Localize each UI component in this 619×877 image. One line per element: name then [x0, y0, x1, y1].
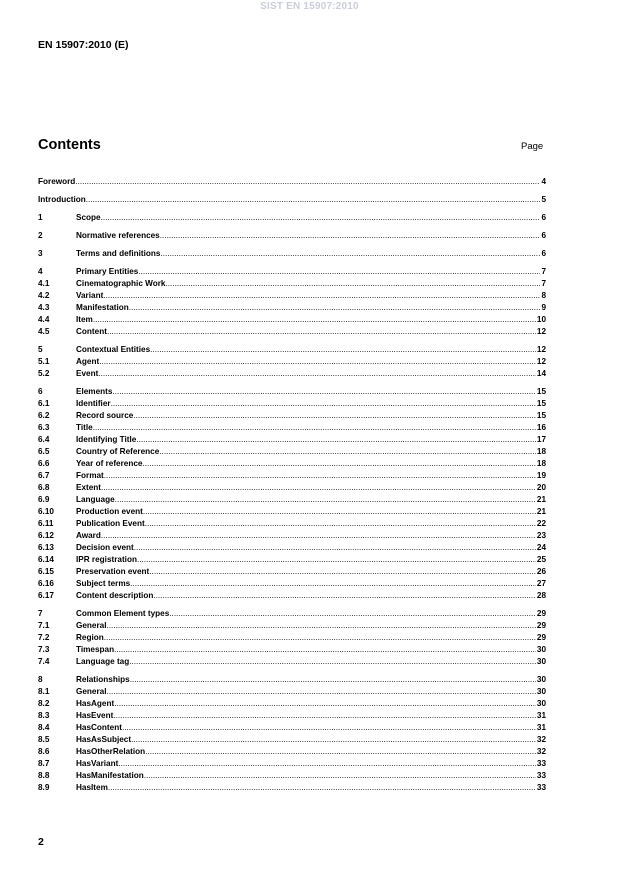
toc-entry-number: 6 [38, 387, 43, 396]
toc-entry-page: 33 [536, 759, 546, 768]
toc-entry-page: 10 [536, 315, 546, 324]
toc-entry[interactable] [38, 698, 546, 710]
toc-entry-number: 6.6 [38, 459, 50, 468]
toc-leader-dots [143, 506, 536, 518]
toc-entry-title: Preservation event [76, 567, 150, 576]
toc-leader-dots [103, 290, 540, 302]
toc-entry-page: 30 [536, 675, 546, 684]
toc-entry-title: HasAsSubject [76, 735, 132, 744]
toc-entry[interactable] [38, 194, 546, 206]
toc-entry-title: Award [76, 531, 101, 540]
toc-entry-page: 6 [541, 213, 546, 222]
toc-entry-number: 6.3 [38, 423, 50, 432]
toc-entry-page: 7 [541, 267, 546, 276]
toc-entry[interactable] [38, 266, 546, 278]
toc-entry-title: Format [76, 471, 104, 480]
toc-entry-page: 29 [536, 609, 546, 618]
toc-entry-number: 4.5 [38, 327, 50, 336]
toc-leader-dots [153, 590, 536, 602]
toc-leader-dots [136, 434, 536, 446]
toc-entry-page: 29 [536, 633, 546, 642]
toc-entry-title: Event [76, 369, 99, 378]
toc-entry-page: 5 [541, 195, 546, 204]
toc-entry[interactable] [38, 212, 546, 224]
toc-entry-title: Primary Entities [76, 267, 139, 276]
toc-entry-page: 31 [536, 723, 546, 732]
toc-leader-dots [130, 674, 536, 686]
toc-entry-number: 8.8 [38, 771, 50, 780]
toc-entry-number: 6.5 [38, 447, 50, 456]
toc-entry-page: 30 [536, 645, 546, 654]
toc-entry-title: Production event [76, 507, 143, 516]
toc-entry-title: Common Element types [76, 609, 170, 618]
toc-entry-title: Timespan [76, 645, 115, 654]
toc-leader-dots [107, 686, 536, 698]
toc-entry-number: 6.4 [38, 435, 50, 444]
toc-entry[interactable] [38, 344, 546, 356]
toc-leader-dots [160, 248, 540, 260]
toc-entry-title: Extent [76, 483, 102, 492]
toc-entry[interactable] [38, 248, 546, 260]
toc-leader-dots [114, 698, 536, 710]
toc-entry-page: 12 [536, 345, 546, 354]
toc-leader-dots [107, 326, 536, 338]
toc-entry-number: 7.4 [38, 657, 50, 666]
page-number: 2 [38, 836, 44, 848]
toc-entry-title: HasEvent [76, 711, 114, 720]
toc-entry-number: 3 [38, 249, 43, 258]
toc-leader-dots [101, 530, 536, 542]
toc-entry-page: 8 [541, 291, 546, 300]
toc-entry-number: 7.3 [38, 645, 50, 654]
toc-entry-title: Decision event [76, 543, 134, 552]
toc-entry-number: 7 [38, 609, 43, 618]
toc-entry[interactable] [38, 530, 546, 542]
toc-leader-dots [108, 782, 536, 794]
toc-entry-page: 17 [536, 435, 546, 444]
toc-leader-dots [113, 710, 536, 722]
toc-entry-title: Cinematographic Work [76, 279, 166, 288]
toc-leader-dots [98, 368, 536, 380]
toc-entry-number: 5 [38, 345, 43, 354]
toc-leader-dots [134, 542, 536, 554]
toc-entry-page: 22 [536, 519, 546, 528]
toc-leader-dots [104, 632, 536, 644]
toc-entry[interactable] [38, 674, 546, 686]
toc-entry[interactable] [38, 458, 546, 470]
toc-entry-title: Region [76, 633, 104, 642]
toc-entry-page: 29 [536, 621, 546, 630]
toc-leader-dots [160, 230, 541, 242]
toc-leader-dots [138, 266, 540, 278]
toc-entry[interactable] [38, 278, 546, 290]
toc-entry-page: 25 [536, 555, 546, 564]
toc-entry-title: Terms and definitions [76, 249, 161, 258]
toc-entry-number: 6.7 [38, 471, 50, 480]
toc-entry-page: 18 [536, 459, 546, 468]
toc-entry-number: 6.17 [38, 591, 54, 600]
toc-entry-page: 16 [536, 423, 546, 432]
toc-entry[interactable] [38, 770, 546, 782]
toc-entry[interactable] [38, 686, 546, 698]
toc-entry-title: Identifying Title [76, 435, 137, 444]
toc-entry-title: HasManifestation [76, 771, 144, 780]
toc-leader-dots [149, 566, 536, 578]
toc-entry-number: 8 [38, 675, 43, 684]
toc-entry[interactable] [38, 518, 546, 530]
toc-entry-page: 14 [536, 369, 546, 378]
toc-entry-title: Content [76, 327, 107, 336]
toc-entry[interactable] [38, 782, 546, 794]
toc-entry[interactable] [38, 608, 546, 620]
toc-entry-number: 6.13 [38, 543, 54, 552]
toc-entry-title: Language [76, 495, 115, 504]
toc-entry-number: 2 [38, 231, 43, 240]
toc-leader-dots [137, 554, 536, 566]
toc-entry-number: 8.2 [38, 699, 50, 708]
toc-entry-number: 8.1 [38, 687, 50, 696]
toc-entry-page: 32 [536, 747, 546, 756]
toc-leader-dots [145, 746, 536, 758]
toc-entry[interactable] [38, 470, 546, 482]
toc-entry-page: 6 [541, 249, 546, 258]
toc-leader-dots [93, 422, 536, 434]
toc-entry[interactable] [38, 434, 546, 446]
toc-entry[interactable] [38, 356, 546, 368]
toc-leader-dots [75, 176, 540, 188]
toc-entry-number: 7.1 [38, 621, 50, 630]
toc-entry-page: 21 [536, 507, 546, 516]
toc-entry-title: HasOtherRelation [76, 747, 146, 756]
toc-entry-number: 4.1 [38, 279, 50, 288]
toc-leader-dots [169, 608, 536, 620]
toc-entry[interactable] [38, 326, 546, 338]
toc-entry-title: IPR registration [76, 555, 137, 564]
toc-entry-page: 15 [536, 411, 546, 420]
toc-entry-page: 12 [536, 327, 546, 336]
toc-entry-title: Normative references [76, 231, 160, 240]
toc-entry[interactable] [38, 656, 546, 668]
toc-leader-dots [93, 314, 536, 326]
toc-leader-dots [86, 194, 541, 206]
toc-entry-title: HasVariant [76, 759, 119, 768]
toc-entry[interactable] [38, 422, 546, 434]
toc-entry[interactable] [38, 542, 546, 554]
toc-entry-number: 6.16 [38, 579, 54, 588]
toc-entry-page: 30 [536, 687, 546, 696]
toc-entry-title: Identifier [76, 399, 111, 408]
toc-entry[interactable] [38, 230, 546, 242]
toc-leader-dots [165, 278, 540, 290]
toc-entry-title: Publication Event [76, 519, 145, 528]
toc-entry[interactable] [38, 302, 546, 314]
toc-leader-dots [131, 734, 536, 746]
toc-entry-title: Scope [76, 213, 101, 222]
toc-entry-title: Relationships [76, 675, 130, 684]
toc-entry[interactable] [38, 482, 546, 494]
toc-entry-number: 5.2 [38, 369, 50, 378]
toc-entry[interactable] [38, 710, 546, 722]
toc-leader-dots [118, 758, 536, 770]
toc-entry-number: 4.4 [38, 315, 50, 324]
toc-entry-page: 32 [536, 735, 546, 744]
toc-entry-page: 9 [541, 303, 546, 312]
toc-entry-title: Contextual Entities [76, 345, 151, 354]
toc-leader-dots [129, 656, 536, 668]
toc-entry[interactable] [38, 746, 546, 758]
toc-entry[interactable] [38, 644, 546, 656]
toc-leader-dots [111, 398, 536, 410]
toc-entry-page: 23 [536, 531, 546, 540]
toc-entry-title: HasItem [76, 783, 108, 792]
toc-entry[interactable] [38, 446, 546, 458]
toc-entry-number: 8.9 [38, 783, 50, 792]
toc-entry-title: Year of reference [76, 459, 143, 468]
toc-entry-number: 5.1 [38, 357, 50, 366]
toc-leader-dots [114, 644, 536, 656]
toc-leader-dots [107, 620, 536, 632]
toc-entry[interactable] [38, 398, 546, 410]
toc-leader-dots [104, 470, 536, 482]
toc-entry-page: 27 [536, 579, 546, 588]
table-of-contents [38, 176, 546, 794]
toc-entry-page: 6 [541, 231, 546, 240]
toc-entry-page: 4 [541, 177, 546, 186]
toc-entry[interactable] [38, 554, 546, 566]
toc-leader-dots [122, 722, 536, 734]
toc-entry-title: Language tag [76, 657, 130, 666]
toc-entry-page: 28 [536, 591, 546, 600]
toc-entry-title: Introduction [38, 195, 86, 204]
toc-entry-number: 6.10 [38, 507, 54, 516]
toc-entry-title: Variant [76, 291, 104, 300]
toc-leader-dots [133, 410, 536, 422]
toc-entry[interactable] [38, 176, 546, 188]
toc-entry-title: Manifestation [76, 303, 129, 312]
toc-leader-dots [129, 302, 541, 314]
toc-leader-dots [159, 446, 536, 458]
toc-entry-page: 30 [536, 699, 546, 708]
toc-entry-page: 18 [536, 447, 546, 456]
toc-entry-number: 7.2 [38, 633, 50, 642]
toc-entry-page: 15 [536, 387, 546, 396]
toc-entry-number: 6.9 [38, 495, 50, 504]
toc-entry[interactable] [38, 368, 546, 380]
toc-entry-number: 6.12 [38, 531, 54, 540]
toc-entry-title: Content description [76, 591, 154, 600]
toc-leader-dots [150, 344, 536, 356]
toc-entry[interactable] [38, 566, 546, 578]
toc-entry[interactable] [38, 734, 546, 746]
toc-entry-number: 8.7 [38, 759, 50, 768]
toc-leader-dots [99, 356, 536, 368]
toc-entry[interactable] [38, 494, 546, 506]
toc-entry-title: General [76, 687, 107, 696]
toc-entry-page: 12 [536, 357, 546, 366]
toc-leader-dots [130, 578, 536, 590]
toc-entry-number: 6.1 [38, 399, 50, 408]
toc-entry-title: Subject terms [76, 579, 131, 588]
toc-entry[interactable] [38, 620, 546, 632]
toc-entry-page: 19 [536, 471, 546, 480]
toc-entry-page: 33 [536, 771, 546, 780]
toc-leader-dots [115, 494, 536, 506]
toc-entry-title: Agent [76, 357, 100, 366]
toc-entry-number: 8.3 [38, 711, 50, 720]
toc-entry[interactable] [38, 410, 546, 422]
toc-entry-title: Elements [76, 387, 113, 396]
toc-entry-number: 6.8 [38, 483, 50, 492]
toc-leader-dots [142, 458, 535, 470]
toc-entry-number: 6.2 [38, 411, 50, 420]
toc-entry-number: 6.14 [38, 555, 54, 564]
toc-entry-number: 4.3 [38, 303, 50, 312]
document-id: EN 15907:2010 (E) [38, 39, 129, 51]
toc-entry[interactable] [38, 506, 546, 518]
toc-entry-page: 7 [541, 279, 546, 288]
toc-entry-page: 24 [536, 543, 546, 552]
toc-entry[interactable] [38, 722, 546, 734]
toc-leader-dots [144, 770, 536, 782]
toc-entry[interactable] [38, 590, 546, 602]
toc-entry-page: 15 [536, 399, 546, 408]
toc-entry-number: 6.11 [38, 519, 54, 528]
toc-entry[interactable] [38, 578, 546, 590]
toc-entry[interactable] [38, 632, 546, 644]
toc-entry-number: 8.5 [38, 735, 50, 744]
toc-leader-dots [112, 386, 535, 398]
toc-entry-number: 4 [38, 267, 43, 276]
page-title: Contents [38, 137, 101, 153]
toc-entry-title: HasAgent [76, 699, 115, 708]
toc-entry-title: Country of Reference [76, 447, 160, 456]
toc-entry-number: 6.15 [38, 567, 54, 576]
toc-entry[interactable] [38, 290, 546, 302]
toc-leader-dots [145, 518, 536, 530]
toc-entry-title: General [76, 621, 107, 630]
watermark: SIST EN 15907:2010 [260, 1, 359, 12]
page-column-label: Page [521, 141, 544, 152]
toc-entry-page: 30 [536, 657, 546, 666]
toc-entry-title: Title [76, 423, 93, 432]
toc-entry-number: 1 [38, 213, 43, 222]
toc-entry-title: HasContent [76, 723, 122, 732]
toc-entry-title: Foreword [38, 177, 76, 186]
toc-entry-page: 31 [536, 711, 546, 720]
toc-entry[interactable] [38, 314, 546, 326]
toc-entry[interactable] [38, 386, 546, 398]
toc-leader-dots [101, 482, 536, 494]
toc-entry-title: Record source [76, 411, 134, 420]
toc-entry-title: Item [76, 315, 93, 324]
toc-entry-number: 4.2 [38, 291, 50, 300]
toc-entry-page: 33 [536, 783, 546, 792]
toc-entry-page: 20 [536, 483, 546, 492]
toc-entry-page: 26 [536, 567, 546, 576]
toc-leader-dots [101, 212, 541, 224]
toc-entry[interactable] [38, 758, 546, 770]
toc-entry-number: 8.6 [38, 747, 50, 756]
toc-entry-page: 21 [536, 495, 546, 504]
toc-entry-number: 8.4 [38, 723, 50, 732]
